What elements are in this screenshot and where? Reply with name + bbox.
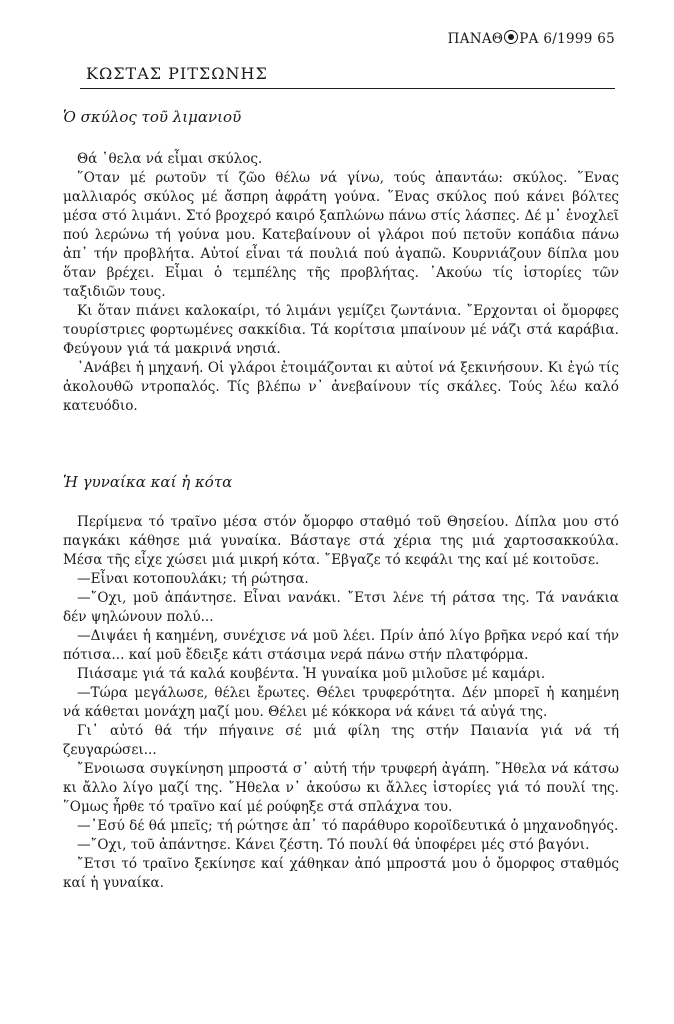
paragraph: Θά ῾θελα νά εἶμαι σκύλος. bbox=[77, 151, 263, 167]
paragraph: ᾿Ανάβει ἡ μηχανή. Οἱ γλάροι ἑτοιμάζονται κι αὐτοί νά ξεκινήσουν. Κι ἐγώ τίς ἀκολουθῶ ντροπαλός. Τίς βλέπω ν᾿ ἀνεβαίνουν τίς σκάλες. Τούς λέω καλό κατευόδιο. bbox=[63, 360, 619, 414]
section-title: Ἡ γυναίκα καί ἡ κότα bbox=[63, 473, 233, 491]
paragraph: —῎Οχι, τοῦ ἀπάντησε. Κάνει ζέστη. Τό πουλί θά ὑποφέρει μές στό βαγόνι. bbox=[77, 837, 590, 853]
section-body bbox=[63, 150, 619, 416]
section-title: Ὁ σκύλος τοῦ λιμανιοῦ bbox=[63, 108, 242, 126]
paragraph: —Τώρα μεγάλωσε, θέλει ἔρωτες. Θέλει τρυφερότητα. Δέν μπορεῖ ἡ καημένη νά κάθεται μονάχη μαζί μου. Θέλει μέ κόκκορα νά κάνει τά αὐγά της. bbox=[63, 685, 619, 720]
journal-logo-icon bbox=[504, 30, 518, 44]
paragraph: ῎Ενοιωσα συγκίνηση μπροστά σ᾿ αὐτή τήν τρυφερή ἀγάπη. ῎Ηθελα νά κάτσω κι ἄλλο λίγο μαζί της. ῎Ηθελα ν᾿ ἀκούσω κι ἄλλες ἱστορίες γιά τό πουλί της. ῞Ομως ἦρθε τό τραῖνο καί μέ ρούφηξε στά σπλάχνα του. bbox=[63, 761, 619, 815]
paragraph: Περίμενα τό τραῖνο μέσα στόν ὄμορφο σταθμό τοῦ Θησείου. Δίπλα μου στό παγκάκι κάθησε μιά γυναίκα. Βάσταγε στά χέρια της μιά χαρτοσακκούλα. Μέσα τῆς εἶχε χώσει μιά μικρή κότα. ῎Εβγαζε τό κεφάλι της καί μέ κοιτοῦσε. bbox=[63, 514, 619, 568]
paragraph: —Διψάει ἡ καημένη, συνέχισε νά μοῦ λέει. Πρίν ἀπό λίγο βρῆκα νερό καί τήν πότισα... καί μοῦ ἔδειξε κάτι στάσιμα νερά πάνω στήν πλατφόρμα. bbox=[63, 628, 619, 663]
paragraph: —᾿Εσύ δέ θά μπεῖς; τή ρώτησε ἀπ᾿ τό παράθυρο κοροϊδευτικά ὁ μηχανοδηγός. bbox=[77, 818, 619, 834]
paragraph: ῞Οταν μέ ρωτοῦν τί ζῶο θέλω νά γίνω, τούς ἀπαντάω: σκύλος. ῞Ενας μαλλιαρός σκύλος μέ ἄσπρη ἀφράτη γούνα. ῞Ενας σκύλος πού κάνει βόλτες μέσα στό λιμάνι. Στό βροχερό καιρό ξαπλώνω πάνω στίς λάσπες. Δέ μ᾿ ἐνοχλεῖ πού λερώνω τή γούνα μου. Κατεβαίνουν οἱ γλάροι πού πετοῦν κοπάδια πάνω ἀπ᾿ τήν προβλήτα. Αὐτοί εἶναι τά πουλιά πού ἀγαπῶ. Κουρνιάζουν δίπλα μου ὅταν βρέχει. Εἶμαι ὁ τεμπέλης τῆς προβλήτας. ᾿Ακούω τίς ἱστορίες τῶν ταξιδιῶν τους. bbox=[63, 170, 619, 300]
header-divider bbox=[80, 88, 615, 89]
paragraph: —Εἶναι κοτοπουλάκι; τή ρώτησα. bbox=[77, 571, 309, 587]
journal-title: ΠΑΝΑΘ ΡΑ bbox=[447, 31, 539, 47]
paragraph: ῎Ετσι τό τραῖνο ξεκίνησε καί χάθηκαν ἀπό μπροστά μου ὁ ὄμορφος σταθμός καί ἡ γυναίκα. bbox=[63, 856, 619, 891]
paragraph: Πιάσαμε γιά τά καλά κουβέντα. Ἡ γυναίκα μοῦ μιλοῦσε μέ καμάρι. bbox=[77, 666, 546, 682]
paragraph: —῎Οχι, μοῦ ἀπάντησε. Εἶναι νανάκι. ῎Ετσι λένε τή ράτσα της. Τά νανάκια δέν ψηλώνουν πολύ... bbox=[63, 590, 619, 625]
paragraph: Κι ὅταν πιάνει καλοκαίρι, τό λιμάνι γεμίζει ζωντάνια. ῎Ερχονται οἱ ὄμορφες τουρίστριες φορτωμένες σακκίδια. Τά κορίτσια μπαίνουν μέ νάζι στά καράβια. Φεύγουν γιά τά μακρινά νησιά. bbox=[63, 303, 619, 357]
author-name: ΚΩΣΤΑΣ ΡΙΤΣΩΝΗΣ bbox=[86, 64, 268, 83]
running-header bbox=[80, 30, 615, 52]
page-number: 65 bbox=[597, 31, 615, 47]
section-body bbox=[63, 513, 619, 893]
issue-number: 6/1999 bbox=[543, 31, 593, 47]
paragraph: Γι᾿ αὐτό θά τήν πήγαινε σέ μιά φίλη της στήν Παιανία γιά νά τή ζευγαρώσει... bbox=[63, 723, 619, 758]
